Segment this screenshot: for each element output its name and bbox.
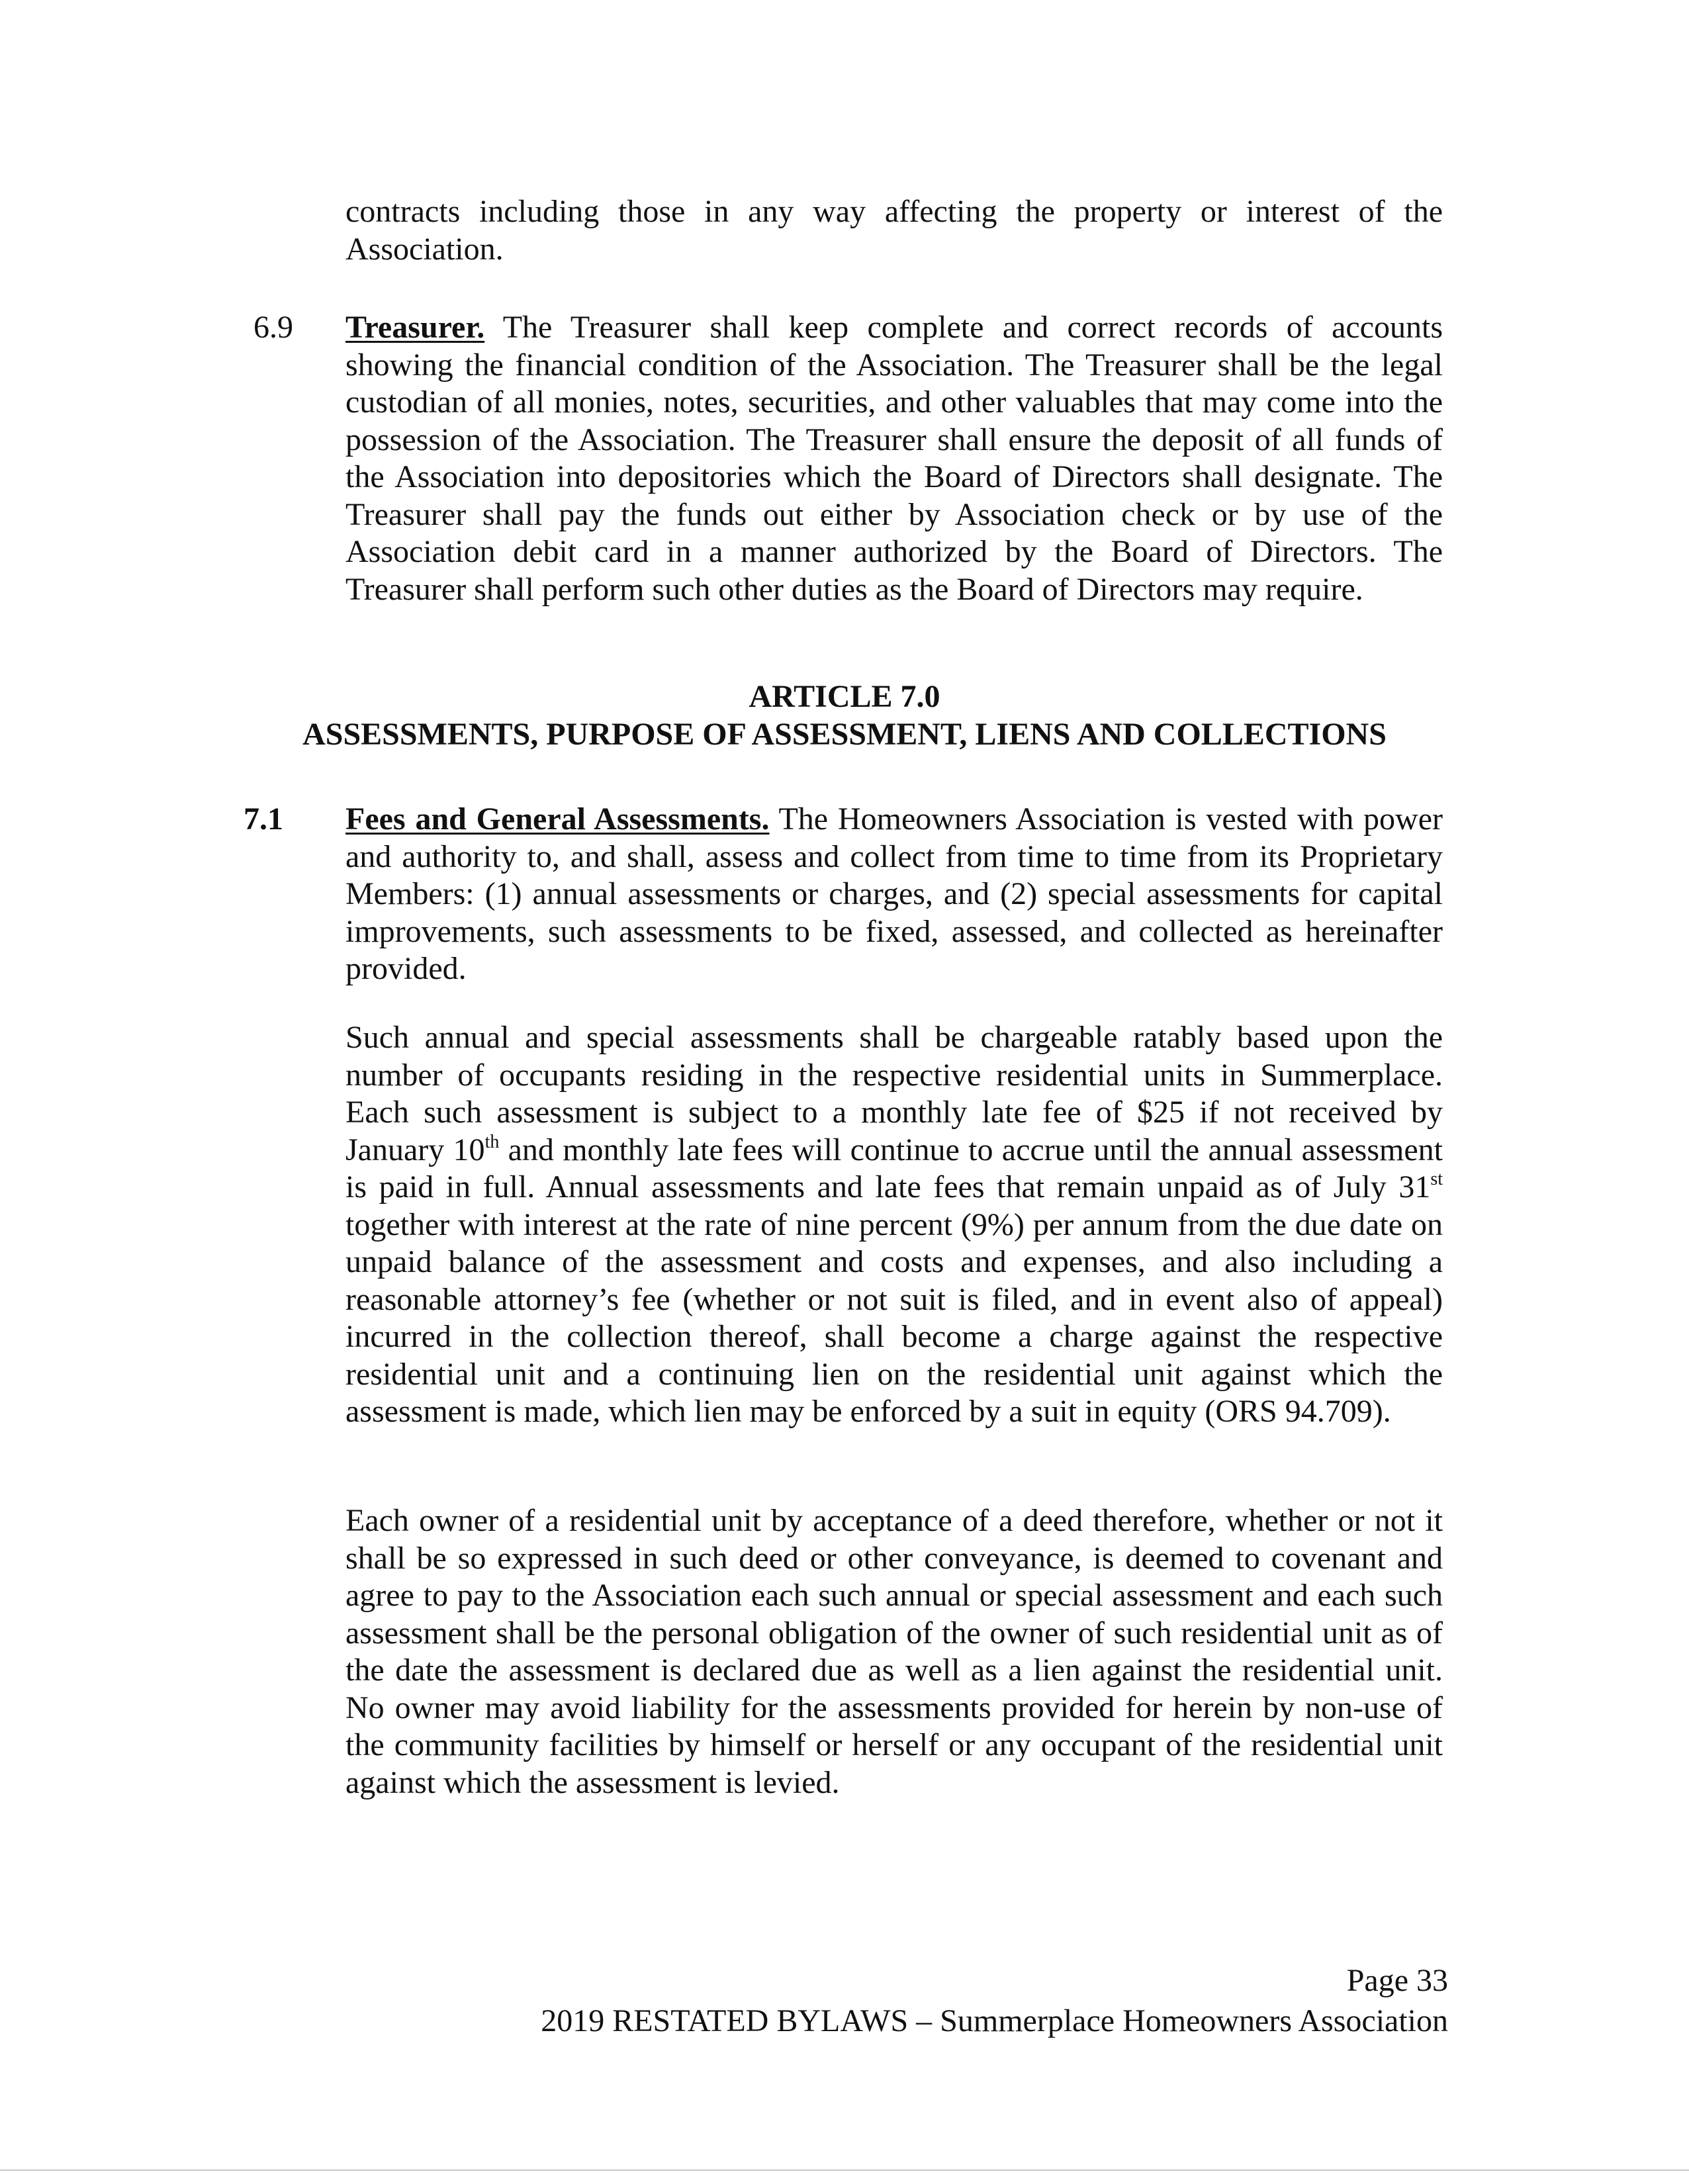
owner-obligation-paragraph: Each owner of a residential unit by acceptance of a deed therefore, whether or not it shall be so expressed in such deed or other conveyance, is deemed to covenant and agree to pay to the Association each such annual or special assessment and each such assessment shall be the personal obligation of the owner of such residential unit as of the date the assessment is declared due as well as a lien against the residential unit. No owner may avoid liability for the assessments provided for herein by non-use of the community facilities by himself or herself or any occupant of the residential unit against which the assessment is levied. <box>345 1503 1443 1800</box>
section-number-7-1: 7.1 <box>244 801 283 837</box>
section-6-9-heading: Treasurer. <box>345 310 485 345</box>
section-6-9-body: The Treasurer shall keep complete and correct records of accounts showing the financial condition of the Association. The Treasurer shall be the legal custodian of all monies, notes, securities, and other valuables that may come into the possession of the Association. The Treasurer shall ensure the deposit of all funds of the Association into depositories which the Board of Directors shall designate. The Treasurer shall pay the funds out either by Association check or by use of the Association debit card in a manner authorized by the Board of Directors. The Treasurer shall perform such other duties as the Board of Directors may require. <box>345 310 1443 607</box>
scan-edge-divider <box>0 2169 1689 2171</box>
article-number: ARTICLE 7.0 <box>749 679 940 714</box>
ordinal-suffix-st: st <box>1430 1169 1443 1189</box>
late-fee-text-2: and monthly late fees will continue to accrue until the annual assessment is paid in full. Annual assessments and late fees that remain unpaid as of July 31 <box>345 1132 1443 1205</box>
ordinal-suffix-th: th <box>484 1131 500 1152</box>
section-7-1-body: The Homeowners Association is vested with power and authority to, and shall, assess and collect from time to time from its Proprietary Members: (1) annual assessments or charges, and (2) special assessments for capital improvements, such assessments to be fixed, assessed, and collected as hereinafter provided. <box>345 801 1443 986</box>
section-7-1-heading: Fees and General Assessments. <box>345 801 770 837</box>
late-fee-text-1: Such annual and special assessments shall be chargeable ratably based upon the number of occupants residing in the respective residential units in Summerplace. Each such assessment is subject to a monthly late fee of $25 if not received by January 10 <box>345 1020 1443 1167</box>
section-6-9-paragraph <box>345 309 1443 608</box>
page-number: Page 33 <box>1346 1963 1448 1998</box>
article-title: ASSESSMENTS, PURPOSE OF ASSESSMENT, LIENS AND COLLECTIONS <box>302 717 1387 752</box>
continuation-paragraph: contracts including those in any way affecting the property or interest of the Association. <box>345 194 1443 267</box>
section-7-1-paragraph <box>345 801 1443 988</box>
footer-title: 2019 RESTATED BYLAWS – Summerplace Homeowners Association <box>541 2003 1448 2038</box>
assessment-late-fee-paragraph <box>345 1019 1443 1431</box>
late-fee-text-3: together with interest at the rate of nine percent (9%) per annum from the due date on unpaid balance of the assessment and costs and expenses, and also including a reasonable attorney’s fee (whether or not suit is filed, and in event also of appeal) incurred in the collection thereof, shall become a charge against the respective residential unit and a continuing lien on the residential unit against which the assessment is made, which lien may be enforced by a suit in equity (ORS 94.709). <box>345 1206 1443 1429</box>
section-number-6-9: 6.9 <box>253 310 293 345</box>
